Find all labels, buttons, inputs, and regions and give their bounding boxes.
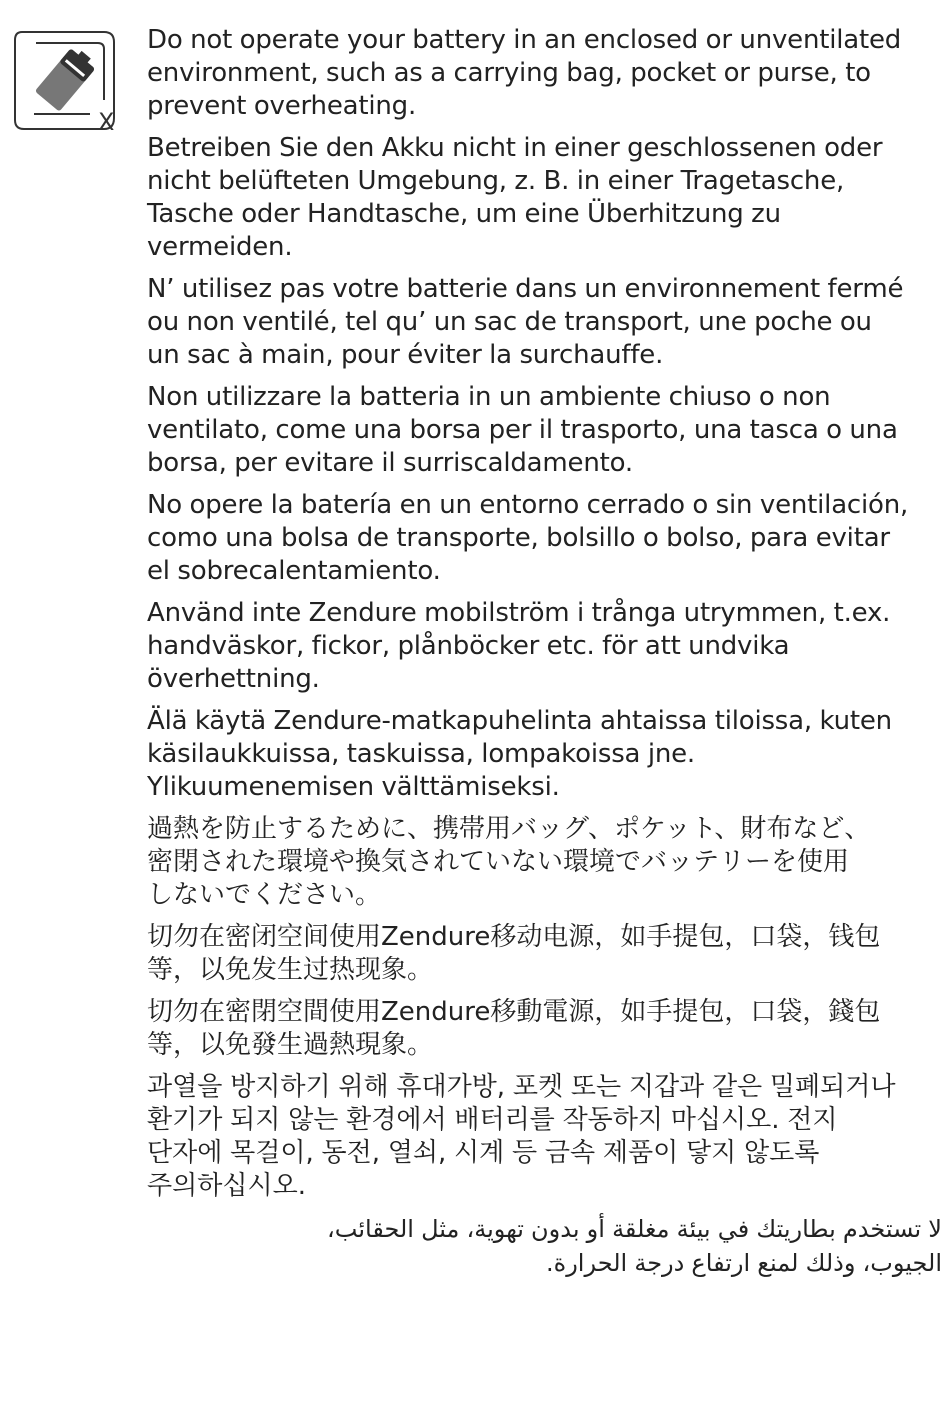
no-enclosed-x-mark: X: [98, 108, 115, 136]
warning-chinese-simplified: 切勿在密闭空间使用Zendure移动电源，如手提包，口袋，钱包 等，以免发生过热现象。: [147, 922, 881, 985]
warning-english: Do not operate your battery in an enclosed or unventilated environment, such as a carrying bag, pocket or purse, to prevent overheating.: [147, 25, 902, 121]
warning-italian: Non utilizzare la batteria in un ambiente chiuso o non ventilato, come una borsa per il trasporto, una tasca o una borsa, per evitare il surriscaldamento.: [147, 382, 898, 478]
warning-swedish: Använd inte Zendure mobilström i trånga utrymmen, t.ex. handväskor, fickor, plånböcker etc. för att undvika överhettning.: [147, 598, 891, 694]
warning-german: Betreiben Sie den Akku nicht in einer geschlossenen oder nicht belüfteten Umgebung, z. B. in einer Tragetasche, Tasche oder Handtasche, um eine Überhitzung zu vermeiden.: [147, 133, 883, 262]
warning-japanese: 過熱を防止するために、携帯用バッグ、ポケット、財布など、 密閉された環境や換気されていない環境でバッテリーを使用 しないでください。: [147, 814, 871, 910]
warning-chinese-traditional: 切勿在密閉空間使用Zendure移動電源，如手提包，口袋，錢包 等，以免發生過熱現象。: [147, 997, 881, 1060]
warning-arabic: لا تستخدم بطاريتك في بيئة مغلقة أو بدون تهوية، مثل الحقائب، الجيوب، وذلك لمنع ارتفاع درجة الحرارة.: [327, 1215, 942, 1277]
warning-french: N’ utilisez pas votre batterie dans un environnement fermé ou non ventilé, tel qu’ un sac de transport, une poche ou un sac à main, pour éviter la surchauffe.: [147, 274, 904, 370]
no-enclosed-battery-icon: [14, 30, 116, 136]
warning-spanish: No opere la batería en un entorno cerrado o sin ventilación, como una bolsa de transporte, bolsillo o bolso, para evitar el sobrecalentamiento.: [147, 490, 909, 586]
warning-finnish: Älä käytä Zendure-matkapuhelinta ahtaissa tiloissa, kuten käsilaukkuissa, taskuissa, lompakoissa jne. Ylikuumenemisen välttämiseksi.: [147, 706, 892, 802]
warning-korean: 과열을 방지하기 위해 휴대가방, 포켓 또는 지갑과 같은 밀폐되거나 환기가 되지 않는 환경에서 배터리를 작동하지 마십시오. 전지 단자에 목걸이, 동전, 열쇠, 시계 등 금속 제품이 닿지 않도록 주의하십시오.: [147, 1072, 896, 1201]
safety-warning-text: [147, 24, 945, 1289]
